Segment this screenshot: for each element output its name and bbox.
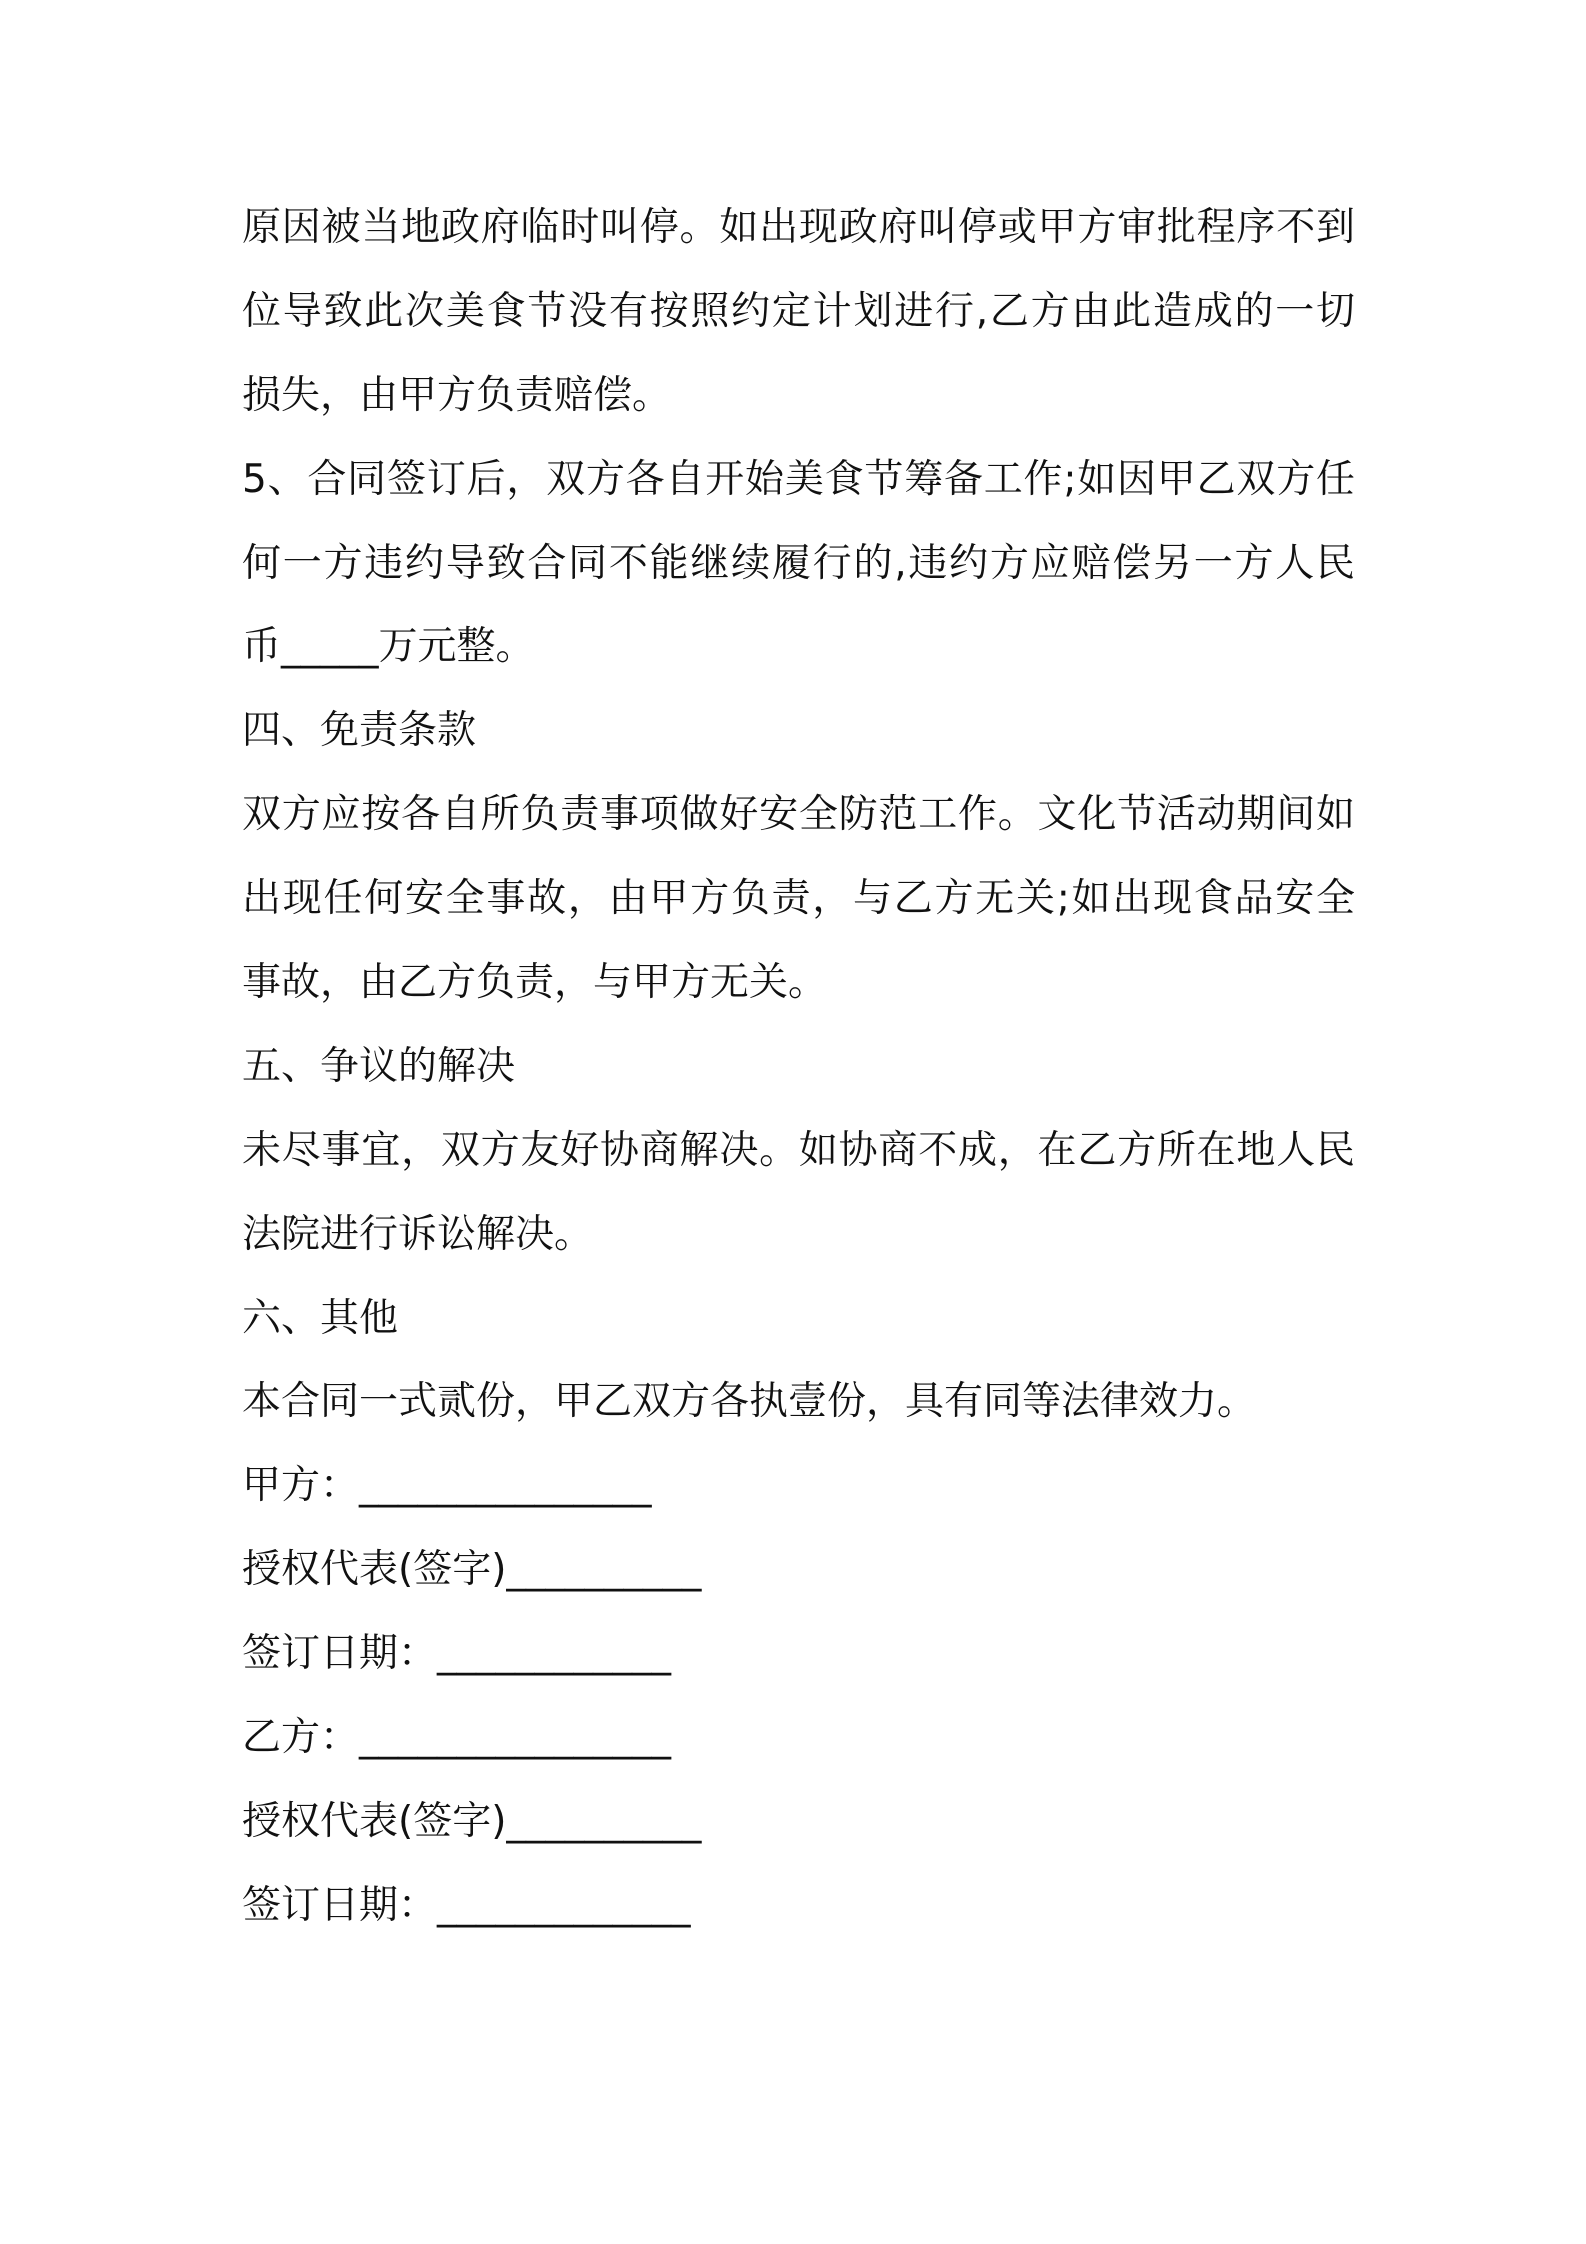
party-b-signature-field: 乙方：________________ xyxy=(242,1715,672,1761)
section-heading-dispute: 五、争议的解决 xyxy=(242,1043,516,1089)
exemption-text-line: 出现任何安全事故，由甲方负责，与乙方无关;如出现食品安全 xyxy=(242,876,1355,922)
section-heading-other: 六、其他 xyxy=(242,1295,399,1341)
dispute-text-line: 未尽事宜，双方友好协商解决。如协商不成，在乙方所在地人民 xyxy=(242,1127,1355,1173)
party-a-representative-field: 授权代表(签字)__________ xyxy=(242,1547,702,1593)
dispute-text-line: 法院进行诉讼解决。 xyxy=(242,1211,594,1257)
other-text-line: 本合同一式贰份，甲乙双方各执壹份，具有同等法律效力。 xyxy=(242,1379,1257,1425)
section-heading-exemption: 四、免责条款 xyxy=(242,708,477,754)
clause-5-line: 币_____万元整。 xyxy=(242,624,535,670)
party-a-signature-field: 甲方：_______________ xyxy=(242,1463,652,1509)
clause-5-line: 何一方违约导致合同不能继续履行的,违约方应赔偿另一方人民 xyxy=(242,540,1355,586)
party-a-date-field: 签订日期：____________ xyxy=(242,1631,672,1677)
contract-text xyxy=(242,186,1355,1948)
clause-text-line: 原因被当地政府临时叫停。如出现政府叫停或甲方审批程序不到 xyxy=(242,205,1355,250)
exemption-text-line: 事故，由乙方负责，与甲方无关。 xyxy=(242,960,828,1006)
clause-text-line: 损失，由甲方负责赔偿。 xyxy=(242,372,672,418)
clause-text-line: 位导致此次美食节没有按照约定计划进行,乙方由此造成的一切 xyxy=(242,288,1355,334)
clause-5-line: 5、合同签订后，双方各自开始美食节筹备工作;如因甲乙双方任 xyxy=(242,456,1355,502)
exemption-text-line: 双方应按各自所负责事项做好安全防范工作。文化节活动期间如 xyxy=(242,792,1355,838)
party-b-date-field: 签订日期：_____________ xyxy=(242,1882,691,1928)
party-b-representative-field: 授权代表(签字)__________ xyxy=(242,1798,702,1844)
